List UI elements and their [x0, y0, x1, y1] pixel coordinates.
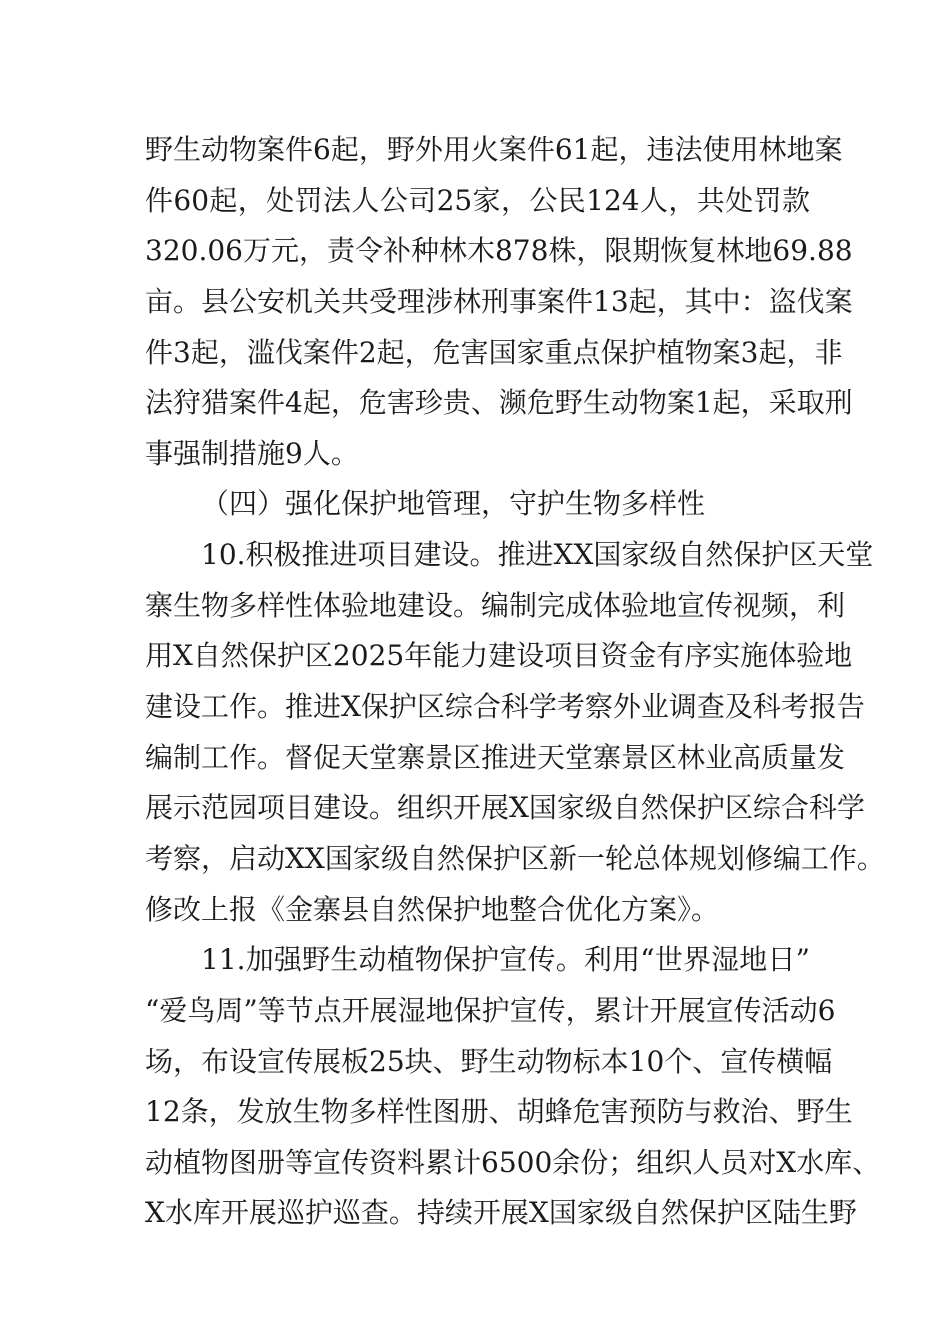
paragraph-start: 11.加强野生动植物保护宣传。利用“世界湿地日” — [201, 943, 810, 976]
text-line: 修改上报《金寨县自然保护地整合优化方案》。 — [145, 893, 720, 926]
text-line: 场，布设宣传展板25块、野生动物标本10个、宣传横幅 — [145, 1045, 833, 1078]
text-line: 320.06万元，责令补种林木878株，限期恢复林地69.88 — [145, 234, 853, 267]
text-line: X水库开展巡护巡查。持续开展X国家级自然保护区陆生野 — [145, 1196, 857, 1229]
text-line: 件3起，滥伐案件2起，危害国家重点保护植物案3起，非 — [145, 336, 843, 369]
text-line: 建设工作。推进X保护区综合科学考察外业调查及科考报告 — [145, 690, 865, 723]
text-line: 用X自然保护区2025年能力建设项目资金有序实施体验地 — [145, 639, 853, 672]
text-line: 展示范园项目建设。组织开展X国家级自然保护区综合科学 — [145, 791, 865, 824]
text-line: 法狩猎案件4起，危害珍贵、濒危野生动物案1起，采取刑 — [145, 386, 853, 419]
text-line: 事强制措施9人。 — [145, 437, 359, 470]
text-line: 考察，启动XX国家级自然保护区新一轮总体规划修编工作。 — [145, 842, 885, 875]
text-line: 件60起，处罚法人公司25家，公民124人，共处罚款 — [145, 184, 810, 217]
text-line: 编制工作。督促天堂寨景区推进天堂寨景区林业高质量发 — [145, 741, 846, 774]
paragraph-start: 10.积极推进项目建设。推进XX国家级自然保护区天堂 — [201, 538, 874, 571]
text-line: 12条，发放生物多样性图册、胡蜂危害预防与救治、野生 — [145, 1095, 853, 1128]
text-line: 野生动物案件6起，野外用火案件61起，违法使用林地案 — [145, 133, 843, 166]
text-line: 亩。县公安机关共受理涉林刑事案件13起，其中：盗伐案 — [145, 285, 853, 318]
text-line: 动植物图册等宣传资料累计6500余份；组织人员对X水库、 — [145, 1146, 881, 1179]
section-heading: （四）强化保护地管理，守护生物多样性 — [201, 487, 706, 520]
text-line: “爱鸟周”等节点开展湿地保护宣传，累计开展宣传活动6 — [145, 994, 836, 1027]
text-line: 寨生物多样性体验地建设。编制完成体验地宣传视频，利 — [145, 589, 846, 622]
